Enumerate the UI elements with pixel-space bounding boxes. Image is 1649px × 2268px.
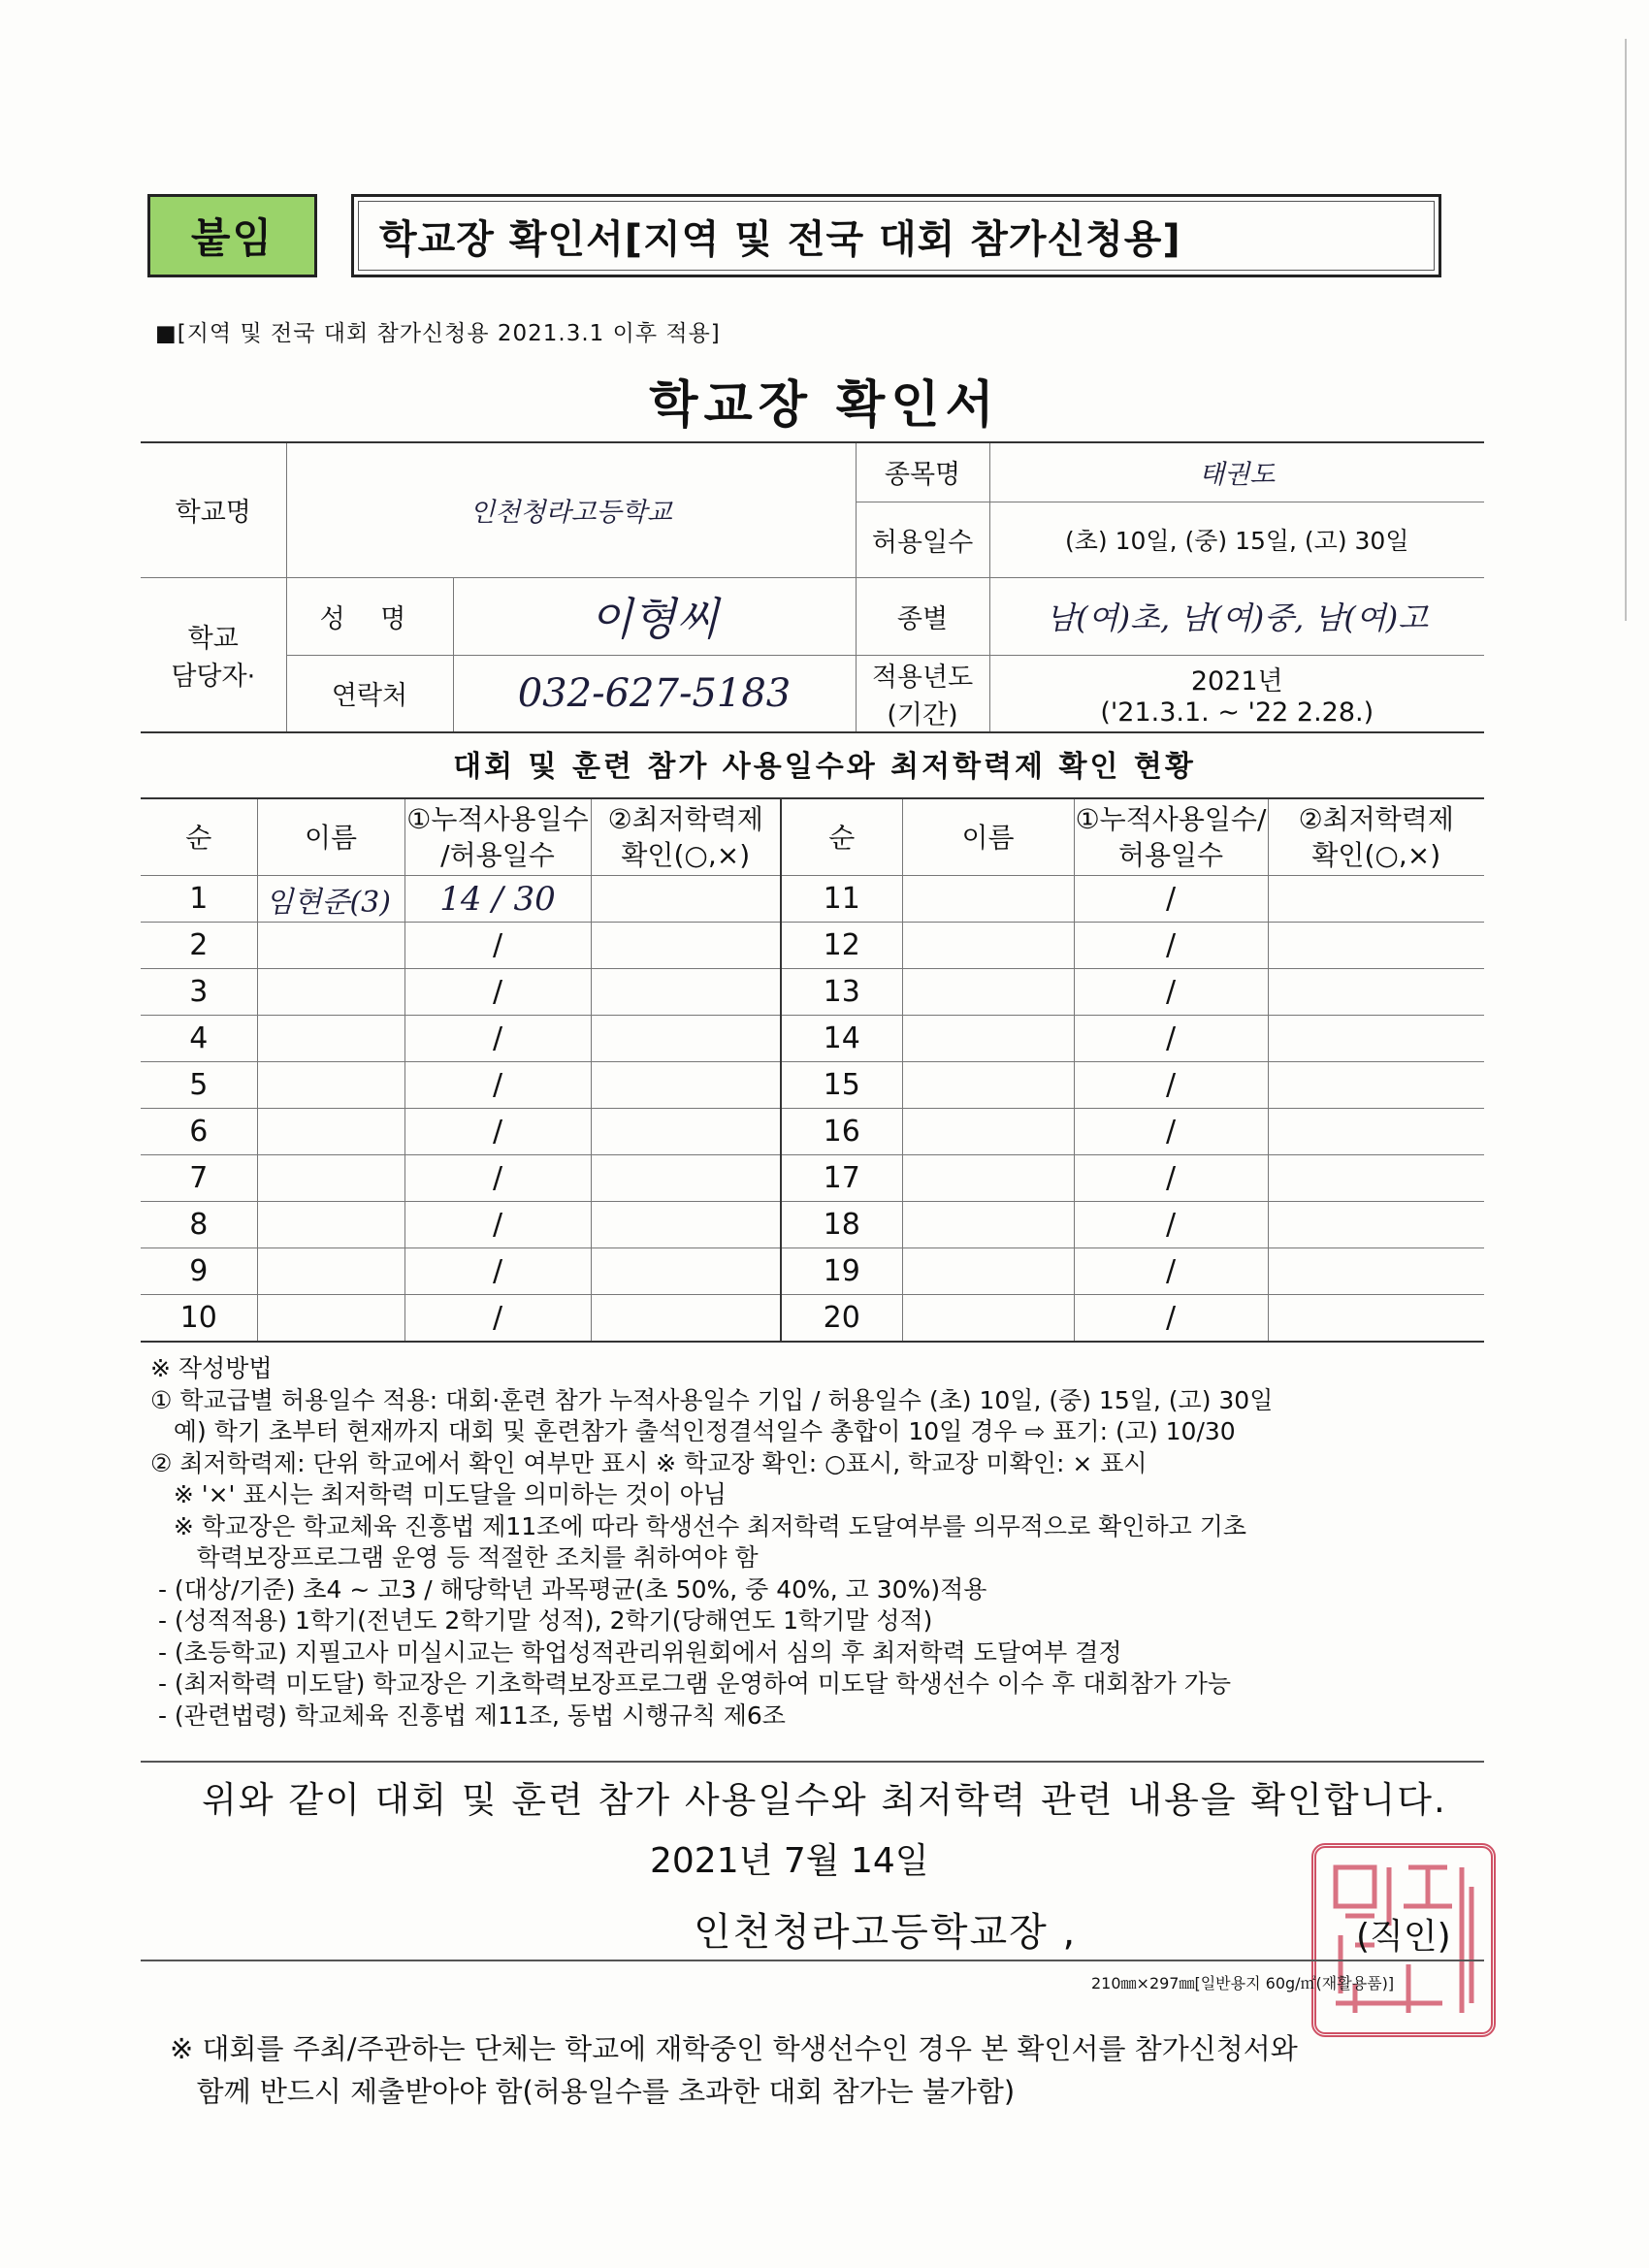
paper-spec: 210㎜×297㎜[일반용지 60g/㎡(재활용품)] [1091,1974,1395,1993]
manager-label-line2: 담당자· [171,661,256,692]
gender-value: 남(여)초, 남(여)중, 남(여)고 [989,577,1484,655]
days-used-right: / [1074,969,1268,1016]
min-academic-right [1268,969,1484,1016]
athlete-name-right [902,1202,1074,1248]
athlete-name-right [902,1248,1074,1295]
athlete-name-left [257,1248,404,1295]
manager-name-value: 이형씨 [453,577,856,655]
col-min-left-line2: 확인(○,×) [621,839,751,871]
year-value-line2: ('21.3.1. ~ '22 2.28.) [1100,697,1374,728]
athlete-name-right [902,1109,1074,1155]
manager-name-label: 성 명 [286,577,453,655]
days-used-right: / [1074,1202,1268,1248]
table-row [141,1155,1484,1202]
min-academic-right [1268,1109,1484,1155]
year-value [989,655,1484,732]
guideline-line: - (최저학력 미도달) 학교장은 기초학력보장프로그램 운영하여 미도달 학생선수 이수 후 대회참가 가능 [150,1669,1232,1698]
days-used-left: 14 / 30 [404,876,591,923]
col-min-left-line1: ②최저학력제 [607,803,763,835]
contact-label: 연락처 [286,655,453,732]
participation-status-table [141,797,1484,1343]
row-number-right: 19 [781,1248,902,1295]
row-number-left: 2 [141,923,257,969]
manager-label-line1: 학교 [187,623,239,654]
athlete-name-left [257,969,404,1016]
year-value-line1: 2021년 [1190,665,1283,697]
days-used-left: / [404,1248,591,1295]
document-header-title: 학교장 확인서[지역 및 전국 대회 참가신청용] [351,194,1441,277]
row-number-right: 12 [781,923,902,969]
athlete-name-left [257,1062,404,1109]
col-days-right-line1: ①누적사용일수/ [1075,803,1267,835]
contact-value: 032-627-5183 [453,655,856,732]
days-used-left: / [404,1202,591,1248]
col-days-right-line2: 허용일수 [1117,839,1224,871]
athlete-name-left [257,1109,404,1155]
row-number-left: 8 [141,1202,257,1248]
athlete-name-left [257,1202,404,1248]
days-used-left: / [404,1062,591,1109]
athlete-name-left [257,1016,404,1062]
footer-notice-line: 함께 반드시 제출받아야 함(허용일수를 초과한 대회 참가는 불가함) [170,2075,1016,2108]
min-academic-left [591,1295,781,1343]
status-section-title: 대회 및 훈련 참가 사용일수와 최저학력제 확인 현황 [453,750,1196,784]
row-number-left: 6 [141,1109,257,1155]
row-number-left: 10 [141,1295,257,1343]
athlete-name-right [902,1295,1074,1343]
guideline-line: - (관련법령) 학교체육 진흥법 제11조, 동법 시행규칙 제6조 [150,1701,786,1730]
athlete-name-left [257,1295,404,1343]
min-academic-left [591,876,781,923]
col-name-right: 이름 [902,798,1074,876]
col-no-right: 순 [781,798,902,876]
min-academic-right [1268,1016,1484,1062]
athlete-name-left [257,923,404,969]
athlete-name-right [902,1062,1074,1109]
min-academic-right [1268,1062,1484,1109]
col-days-left [404,798,591,876]
days-used-left: / [404,1109,591,1155]
table-row [141,923,1484,969]
principal-signature: 인천청라고등학교장 , [694,1910,1078,1955]
days-used-right: / [1074,1062,1268,1109]
athlete-name-right [902,923,1074,969]
min-academic-left [591,1202,781,1248]
days-used-left: / [404,969,591,1016]
row-number-left: 3 [141,969,257,1016]
min-academic-left [591,923,781,969]
min-academic-right [1268,1295,1484,1343]
athlete-name-left: 임현준(3) [257,876,404,923]
guideline-line: - (초등학교) 지필고사 미실시교는 학업성적관리위원회에서 심의 후 최저학력 도달여부 결정 [150,1637,1122,1667]
col-no-left: 순 [141,798,257,876]
days-used-right: / [1074,923,1268,969]
min-academic-right [1268,876,1484,923]
school-name-label: 학교명 [141,442,286,577]
row-number-right: 20 [781,1295,902,1343]
year-label-line2: (기간) [887,699,958,730]
allowed-days-label: 허용일수 [856,502,989,577]
row-number-right: 11 [781,876,902,923]
athlete-name-left [257,1155,404,1202]
footer-notice [170,2027,1298,2113]
row-number-left: 7 [141,1155,257,1202]
row-number-right: 17 [781,1155,902,1202]
allowed-days-value: (초) 10일, (중) 15일, (고) 30일 [989,502,1484,577]
col-days-right [1074,798,1268,876]
min-academic-right [1268,923,1484,969]
row-number-left: 4 [141,1016,257,1062]
school-name-value: 인천청라고등학교 [286,442,856,577]
athlete-name-right [902,876,1074,923]
writing-guidelines [150,1353,1508,1732]
divider [141,1761,1484,1763]
scan-edge [1625,39,1627,621]
table-row [141,1248,1484,1295]
col-days-left-line2: /허용일수 [440,839,555,871]
row-number-right: 15 [781,1062,902,1109]
attachment-badge: 붙임 [147,194,317,277]
page-title: 학교장 확인서 [649,376,1000,435]
min-academic-left [591,1155,781,1202]
row-number-right: 14 [781,1016,902,1062]
sport-value: 태권도 [989,442,1484,502]
sport-label: 종목명 [856,442,989,502]
table-row [141,1295,1484,1343]
guideline-line: 예) 학기 초부터 현재까지 대회 및 훈련참가 출석인정결석일수 총합이 10일 경우 ⇨ 표기: (고) 10/30 [150,1417,1236,1445]
days-used-left: / [404,1016,591,1062]
athlete-name-right [902,969,1074,1016]
col-min-right-line1: ②최저학력제 [1298,803,1454,835]
min-academic-right [1268,1248,1484,1295]
row-number-right: 13 [781,969,902,1016]
table-row [141,969,1484,1016]
row-number-left: 5 [141,1062,257,1109]
days-used-right: / [1074,1016,1268,1062]
days-used-right: / [1074,1109,1268,1155]
min-academic-left [591,1016,781,1062]
guideline-line: ② 최저학력제: 단위 학교에서 확인 여부만 표시 ※ 학교장 확인: ○표시, 학교장 미확인: × 표시 [150,1448,1148,1477]
min-academic-left [591,1248,781,1295]
applicability-notice: ■[지역 및 전국 대회 참가신청용 2021.3.1 이후 적용] [155,321,721,346]
row-number-left: 1 [141,876,257,923]
year-label-line1: 적용년도 [871,662,974,693]
min-academic-left [591,1109,781,1155]
gender-label: 종별 [856,577,989,655]
table-row [141,876,1484,923]
days-used-left: / [404,923,591,969]
col-min-left [591,798,781,876]
min-academic-left [591,1062,781,1109]
row-number-right: 18 [781,1202,902,1248]
col-min-right-line2: 확인(○,×) [1311,839,1441,871]
guideline-line: 학력보장프로그램 운영 등 적절한 조치를 취하여야 함 [150,1543,759,1571]
col-min-right [1268,798,1484,876]
days-used-left: / [404,1155,591,1202]
athlete-name-right [902,1016,1074,1062]
row-number-left: 9 [141,1248,257,1295]
min-academic-right [1268,1155,1484,1202]
signature-date: 2021년 7월 14일 [650,1841,929,1881]
days-used-right: / [1074,1248,1268,1295]
guideline-line: ① 학교급별 허용일수 적용: 대회·훈련 참가 누적사용일수 기입 / 허용일수 (초) 10일, (중) 15일, (고) 30일 [150,1385,1274,1414]
days-used-right: / [1074,876,1268,923]
days-used-left: / [404,1295,591,1343]
status-rows [141,876,1484,1343]
table-row [141,1109,1484,1155]
athlete-name-right [902,1155,1074,1202]
guideline-line: ※ 학교장은 학교체육 진흥법 제11조에 따라 학생선수 최저학력 도달여부를 의무적으로 확인하고 기초 [150,1511,1247,1540]
confirmation-statement: 위와 같이 대회 및 훈련 참가 사용일수와 최저학력 관련 내용을 확인합니다. [202,1779,1447,1821]
min-academic-left [591,969,781,1016]
guideline-line: ※ 작성방법 [150,1354,273,1382]
days-used-right: / [1074,1295,1268,1343]
guideline-line: - (대상/기준) 초4 ~ 고3 / 해당학년 과목평균(초 50%, 중 40%, 고 30%)적용 [150,1574,987,1604]
days-used-right: / [1074,1155,1268,1202]
guideline-line: - (성적적용) 1학기(전년도 2학기말 성적), 2학기(당해연도 1학기말 성적) [150,1606,933,1635]
footer-notice-line: ※ 대회를 주최/주관하는 단체는 학교에 재학중인 학생선수인 경우 본 확인서를 참가신청서와 [170,2032,1298,2065]
col-days-left-line1: ①누적사용일수 [406,803,589,835]
seal-label: (직인) [1356,1917,1451,1957]
manager-label [141,577,286,732]
table-row [141,1016,1484,1062]
row-number-right: 16 [781,1109,902,1155]
year-label [856,655,989,732]
col-name-left: 이름 [257,798,404,876]
school-info-table [141,441,1484,733]
guideline-line: ※ '×' 표시는 최저학력 미도달을 의미하는 것이 아님 [150,1480,727,1508]
divider [141,1960,1484,1961]
table-row [141,1062,1484,1109]
table-row [141,1202,1484,1248]
min-academic-right [1268,1202,1484,1248]
